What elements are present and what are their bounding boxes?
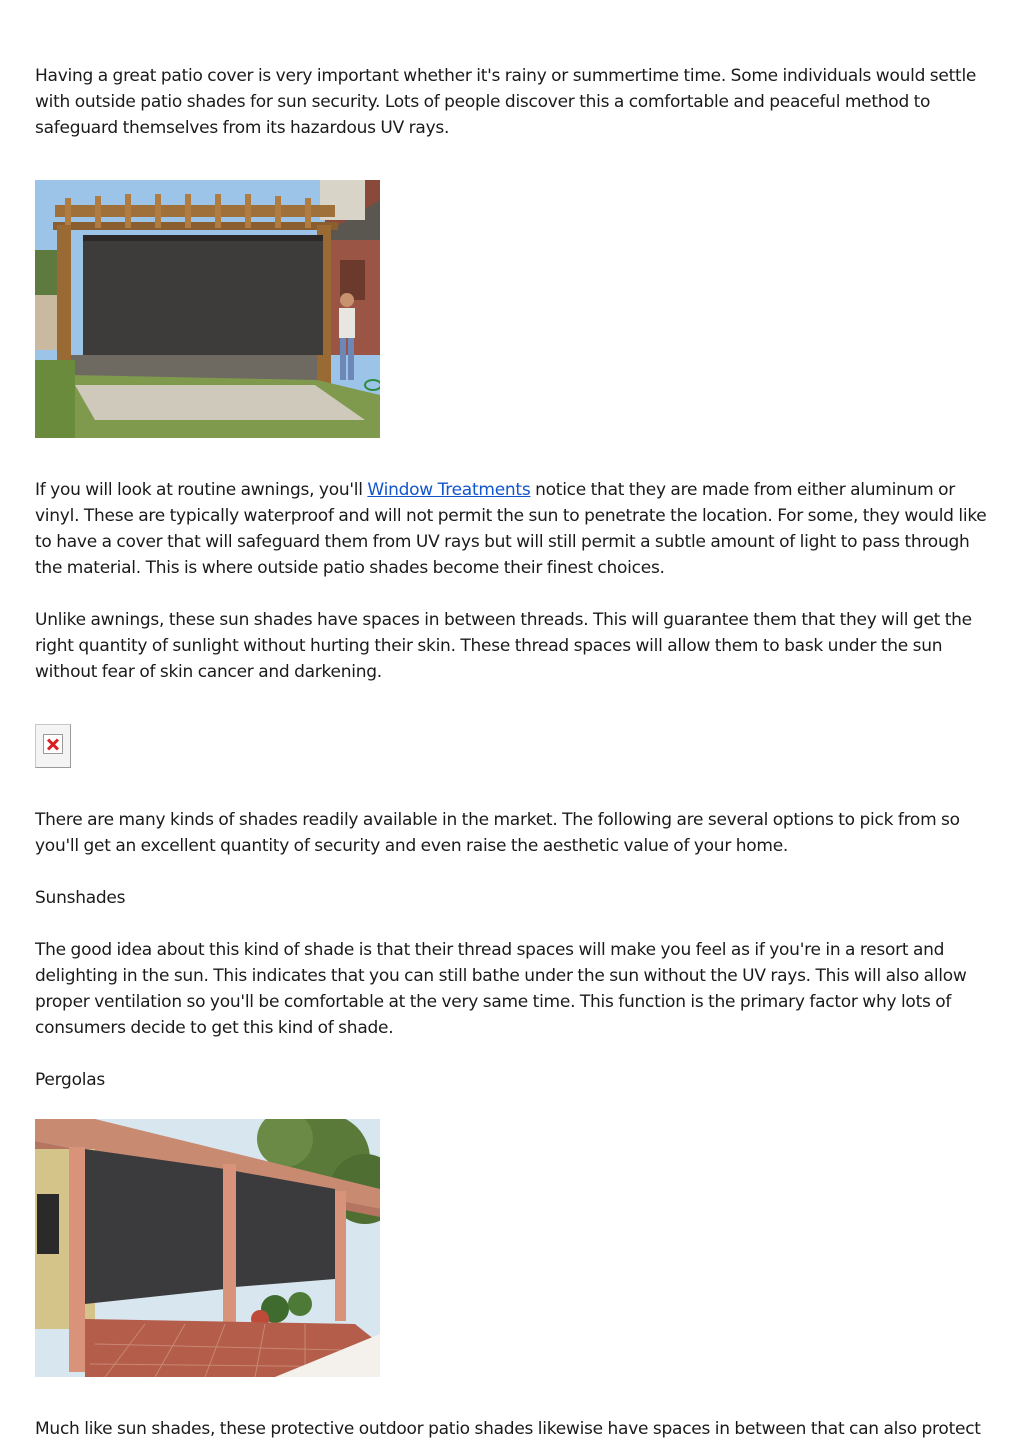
heading-pergolas: Pergolas	[35, 1070, 105, 1090]
spacer	[35, 859, 995, 885]
spacer	[35, 768, 995, 807]
paragraph-intro: Having a great patio cover is very important whether it's rainy or summertime time. Some individuals would settle with outside patio shades for sun security. Lots of people discover this a comfortable and peaceful method to safeguard themselves from its hazardous UV rays.	[35, 66, 977, 138]
paragraph-sunshades: The good idea about this kind of shade is that their thread spaces will make you feel as if you're in a resort and delighting in the sun. This indicates that you can still bathe under the sun without the UV rays. This will also allow proper ventilation so you'll be comfortable at the very same time. This function is the primary factor why lots of consumers decide to get this kind of shade.	[35, 940, 967, 1038]
spacer	[35, 685, 995, 724]
document-page	[35, 63, 995, 1442]
paragraph-kinds: There are many kinds of shades readily available in the market. The following are several options to pick from so you'll get an excellent quantity of security and even raise the aesthetic value of your home.	[35, 810, 960, 856]
spacer	[35, 141, 995, 180]
heading-sunshades: Sunshades	[35, 888, 126, 908]
spacer	[35, 438, 995, 477]
window-treatments-link[interactable]: Window Treatments	[367, 480, 531, 500]
spacer	[35, 581, 995, 607]
spacer	[35, 1041, 995, 1067]
broken-image-icon	[35, 724, 71, 768]
patio-shade-photo-icon	[35, 180, 380, 438]
paragraph-pergolas: Much like sun shades, these protective outdoor patio shades likewise have spaces in between that can also protect	[35, 1419, 981, 1439]
paragraph-unlike-awnings: Unlike awnings, these sun shades have spaces in between threads. This will guarantee them that they will get the right quantity of sunlight without hurting their skin. These thread spaces will allow them to bask under the sun without fear of skin cancer and darkening.	[35, 610, 972, 682]
paragraph-awnings-start: If you will look at routine awnings, you'll	[35, 480, 368, 500]
pergola-shade-photo-icon	[35, 1119, 380, 1377]
broken-image-x-icon	[43, 734, 63, 754]
paragraph-awnings-end: notice that they are made from either aluminum or vinyl. These are typically waterproof and will not permit the sun to penetrate the location. For some, they would like to have a cover that will safeguard them from UV rays but will still permit a subtle amount of light to pass through the material. This is where outside patio shades become their finest choices.	[35, 480, 987, 578]
spacer	[35, 911, 995, 937]
paragraph-awnings	[35, 477, 995, 581]
spacer	[35, 1093, 995, 1119]
spacer	[35, 1377, 995, 1416]
